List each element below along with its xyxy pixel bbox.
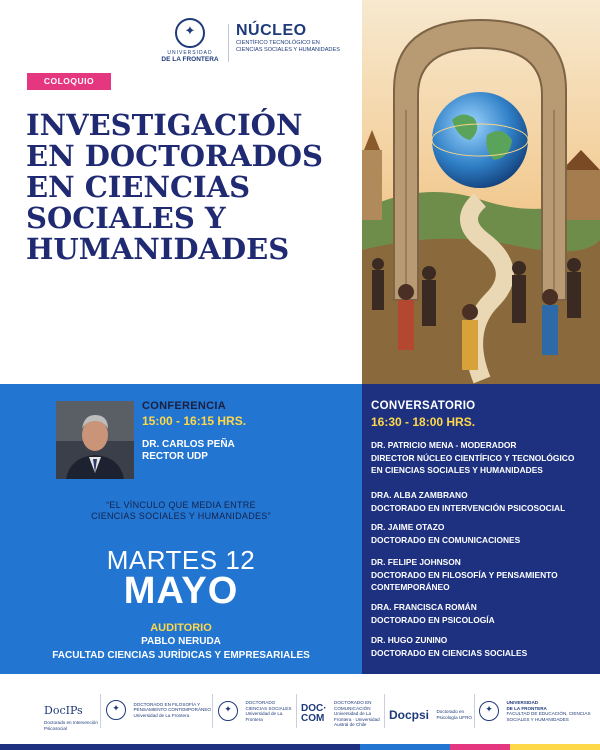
footer-divider — [100, 694, 101, 728]
docpsi-subtitle: Doctorado en Psicología UFRO — [436, 709, 472, 720]
conference-quote — [20, 500, 342, 522]
quote-line: “EL VÍNCULO QUE MEDIA ENTRE — [106, 500, 256, 510]
ufro-line1: UNIVERSIDAD — [506, 700, 539, 705]
panelist-item — [371, 521, 593, 546]
event-month: MAYO — [123, 570, 239, 612]
doccom-text — [334, 700, 386, 728]
doccom-wordmark — [301, 704, 327, 724]
footer-divider — [474, 694, 475, 728]
panelist-line: CONTEMPORÁNEO — [371, 582, 450, 593]
event-title — [26, 110, 356, 265]
ufro-text — [506, 700, 594, 722]
sociales-text — [245, 700, 295, 722]
footer-divider — [384, 694, 385, 728]
conversatorio-label: CONVERSATORIO — [371, 400, 476, 412]
conference-label: CONFERENCIA — [142, 400, 226, 412]
docpsi-wordmark: Docpsi — [389, 707, 430, 722]
doccom-title: DOCTORADO EN COMUNICACIÓN — [334, 700, 372, 711]
speaker-role: RECTOR UDP — [142, 451, 208, 462]
venue-label: AUDITORIO — [150, 622, 212, 634]
panelist-line: DRA. ALBA ZAMBRANO — [371, 490, 468, 500]
panelist-line: DOCTORADO EN PSICOLOGÍA — [371, 614, 495, 625]
logo-ciencias-sociales — [218, 700, 295, 742]
panelist-item — [371, 556, 593, 594]
logo-docpsi — [389, 706, 474, 748]
panelist-line: DR. FELIPE JOHNSON — [371, 557, 461, 567]
panelist-item — [371, 601, 593, 626]
panelist-item — [371, 489, 593, 514]
ufro-seal-icon — [479, 701, 499, 721]
filosofia-title: DOCTORADO EN FILOSOFÍA Y PENSAMIENTO CONTEMPORÁNEO — [133, 701, 211, 713]
conversatorio-time: 16:30 - 18:00 HRS. — [371, 415, 476, 429]
panelist-line: DRA. FRANCISCA ROMÁN — [371, 602, 477, 612]
logo-filosofia — [106, 700, 213, 742]
university-logo — [158, 18, 222, 63]
doccom-wordmark-line2: COM — [301, 712, 325, 724]
logo-doccom — [301, 700, 386, 742]
venue-faculty: FACULTAD CIENCIAS JURÍDICAS Y EMPRESARIALES — [52, 650, 310, 661]
sociales-subtitle: Universidad de La Frontera — [245, 711, 283, 722]
sociales-seal-icon — [218, 701, 238, 721]
panelist-line: DOCTORADO EN CIENCIAS SOCIALES — [371, 647, 528, 658]
event-title-line: EN CIENCIAS — [26, 170, 251, 204]
ufro-line2: DE LA FRONTERA — [506, 705, 547, 711]
panelist-line: DOCTORADO EN COMUNICACIONES — [371, 534, 521, 545]
event-title-line: INVESTIGACIÓN — [26, 108, 303, 142]
filosofia-seal-icon — [106, 700, 126, 720]
footer-color-bar — [0, 744, 600, 750]
event-type-badge: COLOQUIO — [27, 73, 111, 90]
speaker-photo — [56, 401, 134, 479]
footer-divider — [296, 694, 297, 728]
panelist-item — [371, 634, 593, 659]
panelist-line: EN CIENCIAS SOCIALES Y HUMANIDADES — [371, 465, 543, 476]
speaker-name: DR. CARLOS PEÑA — [142, 439, 235, 450]
university-seal-icon — [175, 18, 205, 48]
university-logo-line2: DE LA FRONTERA — [161, 56, 219, 63]
filosofia-subtitle: Universidad de La Frontera — [133, 712, 190, 718]
panelist-line: DOCTORADO EN FILOSOFÍA Y PENSAMIENTO — [371, 569, 558, 580]
panelist-line: DOCTORADO EN INTERVENCIÓN PSICOSOCIAL — [371, 502, 566, 513]
panelist-line: DIRECTOR NÚCLEO CIENTÍFICO Y TECNOLÓGICO — [371, 452, 575, 463]
university-logo-line1: UNIVERSIDAD — [167, 50, 213, 56]
event-day: MARTES 12 — [106, 545, 256, 575]
conference-time: 15:00 - 16:15 HRS. — [142, 414, 247, 428]
header-logo-divider — [228, 24, 229, 62]
doccom-wordmark-line1: DOC· — [301, 702, 327, 714]
panelist-item — [371, 439, 593, 477]
event-title-line: HUMANIDADES — [26, 232, 290, 266]
event-title-line: SOCIALES Y — [26, 201, 226, 235]
ufro-subtitle: FACULTAD DE EDUCACIÓN, CIENCIAS SOCIALES Y HUMANIDADES — [506, 711, 591, 722]
docips-wordmark: DocIPs — [44, 704, 83, 717]
docips-subtitle: Doctorado en Intervención Psicosocial — [44, 720, 98, 731]
panelist-line: DR. JAIME OTAZO — [371, 522, 445, 532]
arch-globe-illustration — [362, 0, 600, 384]
logo-docips — [44, 704, 104, 746]
quote-line: CIENCIAS SOCIALES Y HUMANIDADES” — [91, 511, 271, 521]
panelist-line: DR. HUGO ZUNINO — [371, 635, 448, 645]
nucleo-logo-subtitle: CIENTÍFICO TECNOLÓGICO EN CIENCIAS SOCIALES Y HUMANIDADES — [236, 40, 340, 53]
doccom-subtitle: Universidad de La Frontera · Universidad Austral de Chile — [334, 711, 380, 728]
filosofia-text — [133, 702, 213, 719]
event-title-line: EN DOCTORADOS — [26, 139, 323, 173]
nucleo-logo-title: NÚCLEO — [236, 22, 307, 39]
venue-name: PABLO NERUDA — [141, 636, 221, 647]
panelist-line: DR. PATRICIO MENA - MODERADOR — [371, 440, 517, 450]
footer-divider — [212, 694, 213, 728]
logo-ufro-faculty — [479, 700, 594, 742]
nucleo-logo — [236, 22, 346, 54]
sociales-title: DOCTORADO CIENCIAS SOCIALES — [245, 700, 292, 711]
